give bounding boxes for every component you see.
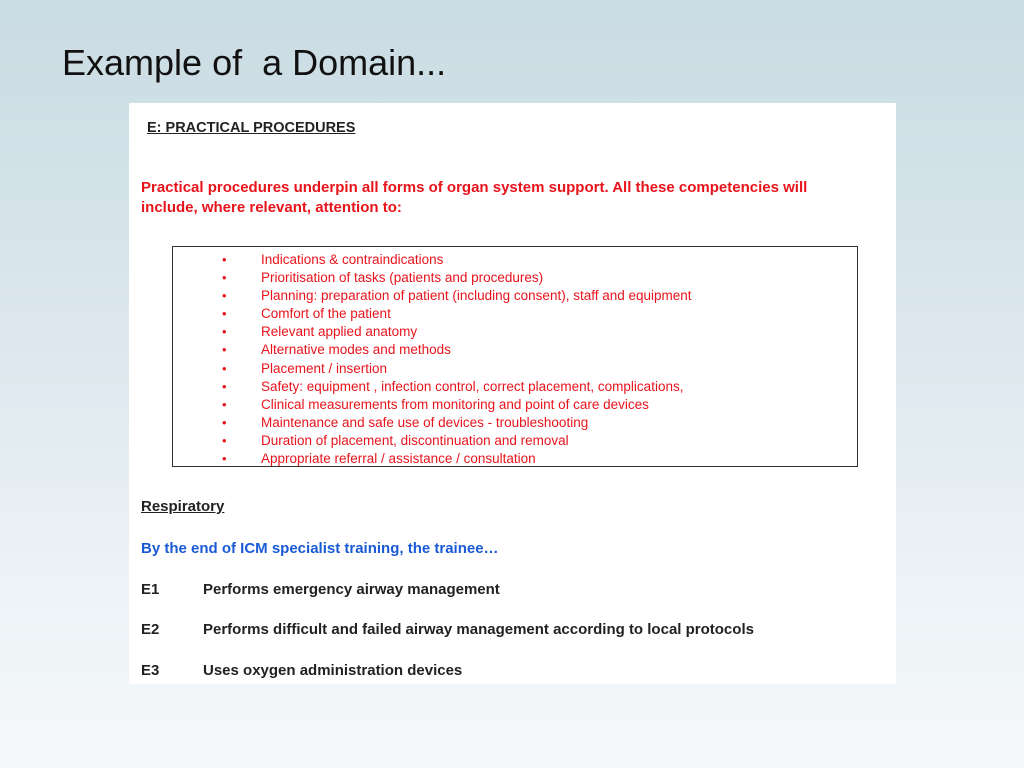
bullet-icon: •	[222, 360, 227, 376]
list-item	[173, 269, 857, 287]
intro-paragraph: Practical procedures underpin all forms of organ system support. All these competencies will include, where relevant, attention to:	[141, 179, 808, 216]
slide-title: Example of a Domain...	[62, 42, 447, 83]
list-item	[173, 251, 857, 269]
list-item-text: Appropriate referral / assistance / consultation	[261, 451, 536, 467]
list-item-text: Placement / insertion	[261, 360, 388, 376]
attention-list-box	[172, 246, 858, 467]
bullet-icon: •	[222, 432, 227, 448]
competency-row	[141, 581, 500, 598]
bullet-icon: •	[222, 378, 227, 394]
bullet-icon: •	[222, 306, 227, 322]
list-item	[173, 396, 857, 414]
section-heading: E: PRACTICAL PROCEDURES	[147, 120, 356, 136]
list-item	[173, 432, 857, 450]
list-item-text: Prioritisation of tasks (patients and procedures)	[261, 270, 544, 286]
list-item	[173, 341, 857, 359]
list-item-text: Relevant applied anatomy	[261, 324, 418, 340]
list-item	[173, 414, 857, 432]
competency-row	[141, 662, 462, 679]
list-item	[173, 305, 857, 323]
bullet-icon: •	[222, 270, 227, 286]
bullet-icon: •	[222, 451, 227, 467]
bullet-icon: •	[222, 342, 227, 358]
document-image-panel	[129, 103, 896, 684]
list-item-text: Duration of placement, discontinuation and removal	[261, 432, 569, 448]
subsection-intro: By the end of ICM specialist training, the trainee…	[141, 540, 499, 557]
bullet-icon: •	[222, 396, 227, 412]
list-item-text: Alternative modes and methods	[261, 342, 451, 358]
competency-text: Performs emergency airway management	[203, 581, 500, 598]
competency-code: E1	[141, 581, 160, 598]
list-item-text: Comfort of the patient	[261, 306, 391, 322]
bullet-icon: •	[222, 288, 227, 304]
competency-text: Uses oxygen administration devices	[203, 662, 463, 679]
list-item-text: Clinical measurements from monitoring and point of care devices	[261, 396, 649, 412]
list-item	[173, 450, 857, 468]
list-item-text: Safety: equipment , infection control, correct placement, complications,	[261, 378, 684, 394]
bullet-icon: •	[222, 252, 227, 267]
list-item-text: Planning: preparation of patient (including consent), staff and equipment	[261, 288, 692, 304]
competency-text: Performs difficult and failed airway management according to local protocols	[203, 621, 754, 638]
attention-list	[173, 247, 857, 468]
bullet-icon: •	[222, 414, 227, 430]
list-item-text: Maintenance and safe use of devices - troubleshooting	[261, 414, 589, 430]
subsection-heading: Respiratory	[141, 498, 225, 515]
list-item-text: Indications & contraindications	[261, 252, 444, 267]
competency-code: E3	[141, 662, 160, 679]
list-item	[173, 378, 857, 396]
competency-row	[141, 621, 754, 638]
bullet-icon: •	[222, 324, 227, 340]
list-item	[173, 360, 857, 378]
competency-code: E2	[141, 621, 160, 638]
list-item	[173, 323, 857, 341]
list-item	[173, 287, 857, 305]
